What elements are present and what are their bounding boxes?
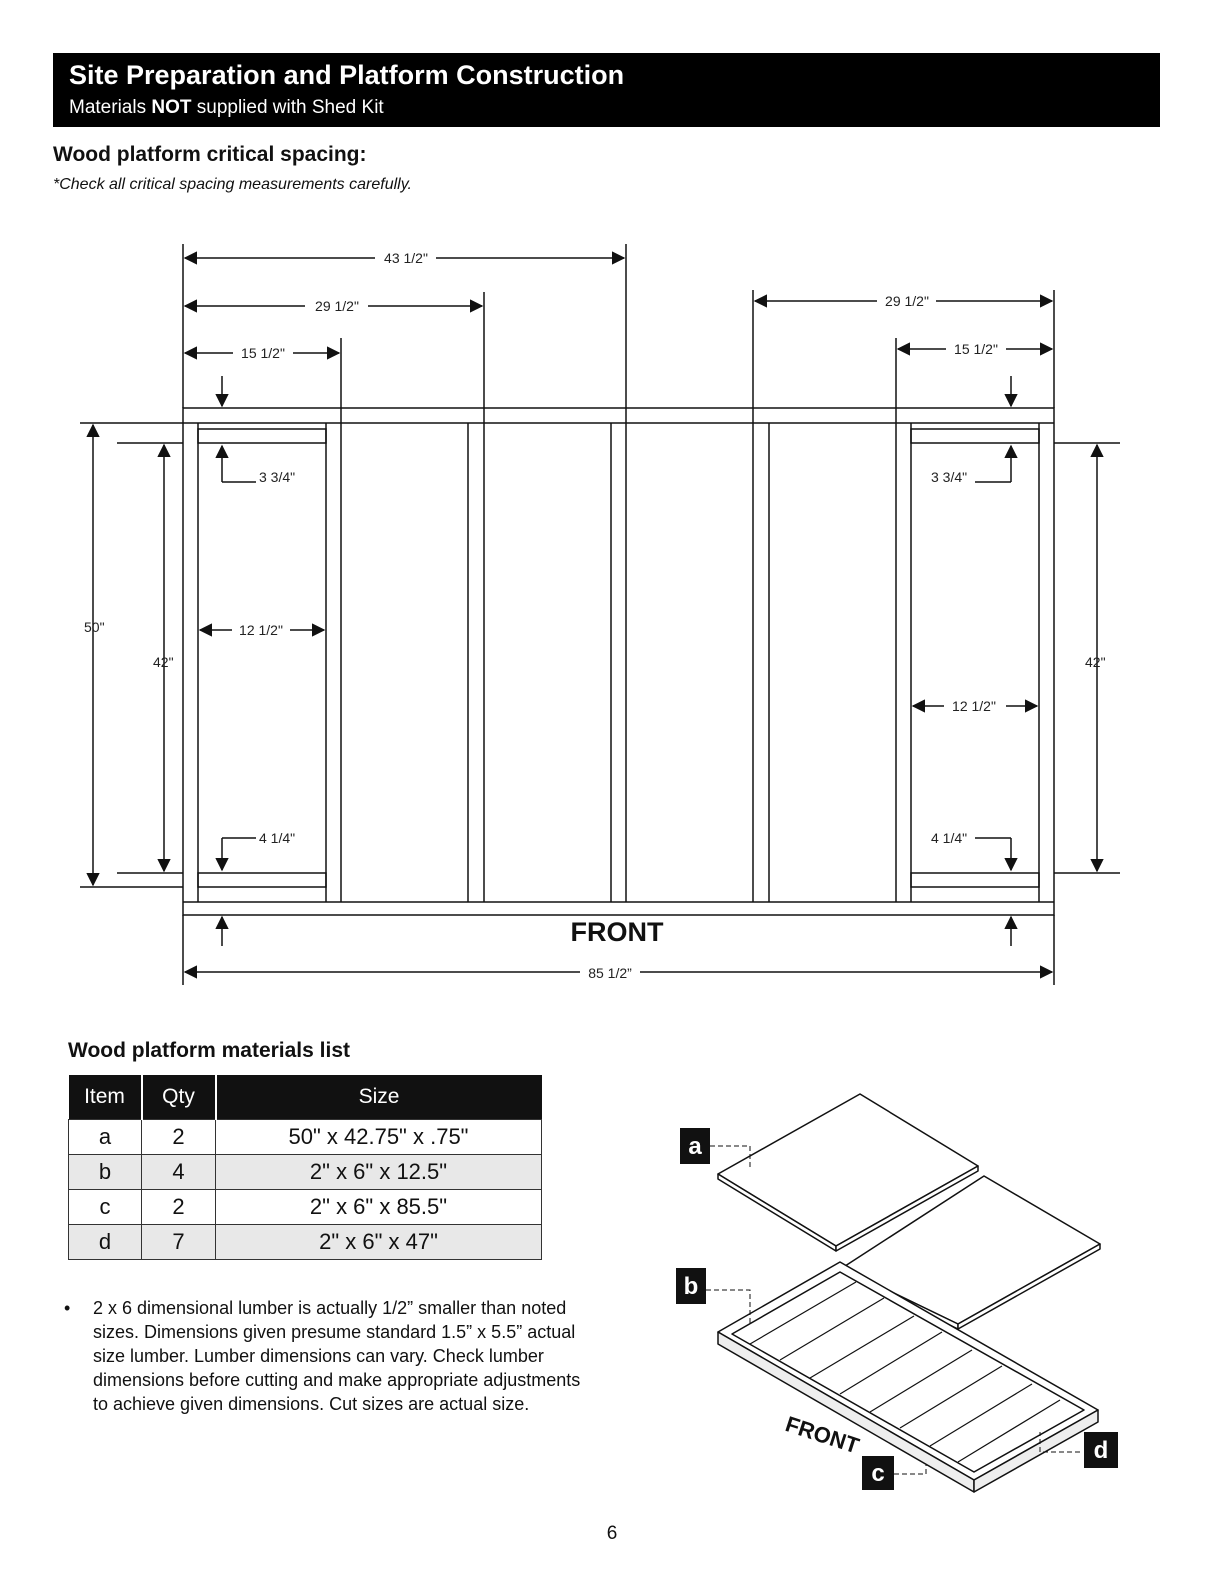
cell-qty: 2 xyxy=(142,1120,216,1155)
exploded-front-label: FRONT xyxy=(782,1411,863,1459)
spacing-heading: Wood platform critical spacing: xyxy=(53,143,367,166)
cell-item: d xyxy=(69,1225,142,1260)
page-number: 6 xyxy=(606,1523,618,1544)
subtitle-suffix: supplied with Shed Kit xyxy=(191,97,384,118)
table-row xyxy=(69,1155,542,1190)
cell-size: 2" x 6" x 12.5" xyxy=(216,1155,542,1190)
dim-42-left-label: 42" xyxy=(153,654,174,670)
dim-15-5-left-label: 15 1/2" xyxy=(241,345,285,361)
callout-b xyxy=(676,1268,706,1304)
dim-4-25-left-label: 4 1/4" xyxy=(259,830,296,846)
table-row xyxy=(69,1225,542,1260)
dim-3-75-right-label: 3 3/4" xyxy=(931,469,968,485)
svg-text:c: c xyxy=(871,1460,885,1487)
materials-table xyxy=(68,1075,542,1260)
cell-item: a xyxy=(69,1120,142,1155)
cell-size: 2" x 6" x 47" xyxy=(216,1225,542,1260)
dim-29-5-right-label: 29 1/2" xyxy=(885,293,929,309)
front-label: FRONT xyxy=(570,917,664,947)
dim-50-label: 50" xyxy=(84,619,105,635)
table-row xyxy=(69,1190,542,1225)
callout-d xyxy=(1084,1432,1118,1468)
cell-qty: 7 xyxy=(142,1225,216,1260)
subtitle-bold: NOT xyxy=(151,97,192,118)
cell-size: 2" x 6" x 85.5" xyxy=(216,1190,542,1225)
cell-qty: 2 xyxy=(142,1190,216,1225)
col-qty: Qty xyxy=(142,1075,216,1120)
svg-text:a: a xyxy=(688,1133,702,1160)
cell-size: 50" x 42.75" x .75" xyxy=(216,1120,542,1155)
platform-outline xyxy=(183,408,1054,915)
dim-85-5-label: 85 1/2” xyxy=(588,965,632,981)
svg-text:b: b xyxy=(683,1273,699,1300)
dim-4-25-right-label: 4 1/4" xyxy=(931,830,968,846)
cell-item: c xyxy=(69,1190,142,1225)
dim-3-75-left-label: 3 3/4" xyxy=(259,469,296,485)
materials-heading: Wood platform materials list xyxy=(68,1039,350,1062)
page-title: Site Preparation and Platform Construction xyxy=(69,60,625,90)
dim-42-right-label: 42" xyxy=(1085,654,1106,670)
dim-43-5-label: 43 1/2" xyxy=(384,250,428,266)
exploded-view-diagram xyxy=(640,1080,1140,1500)
subtitle-prefix: Materials xyxy=(69,97,152,118)
spacing-note: *Check all critical spacing measurements carefully. xyxy=(53,176,412,193)
col-item: Item xyxy=(69,1075,142,1120)
cell-item: b xyxy=(69,1155,142,1190)
callout-a xyxy=(680,1128,710,1164)
dim-12-5-left-label: 12 1/2" xyxy=(239,622,283,638)
cell-qty: 4 xyxy=(142,1155,216,1190)
dim-15-5-right-label: 15 1/2" xyxy=(954,341,998,357)
col-size: Size xyxy=(216,1075,542,1120)
dim-29-5-left-label: 29 1/2" xyxy=(315,298,359,314)
bullet-icon: • xyxy=(64,1298,71,1318)
table-row xyxy=(69,1120,542,1155)
dim-12-5-right-label: 12 1/2" xyxy=(952,698,996,714)
svg-text:d: d xyxy=(1093,1437,1109,1464)
callout-c xyxy=(862,1456,894,1490)
lumber-note-text: 2 x 6 dimensional lumber is actually 1/2” smaller than noted sizes. Dimensions given presume standard 1.5” x 5.5” actual size lumber. Lumber dimensions can vary. Check lumber dimensions before cutting and make appropriate adjustments to achieve given dimensions. Cut sizes are actual size. xyxy=(93,1298,581,1414)
